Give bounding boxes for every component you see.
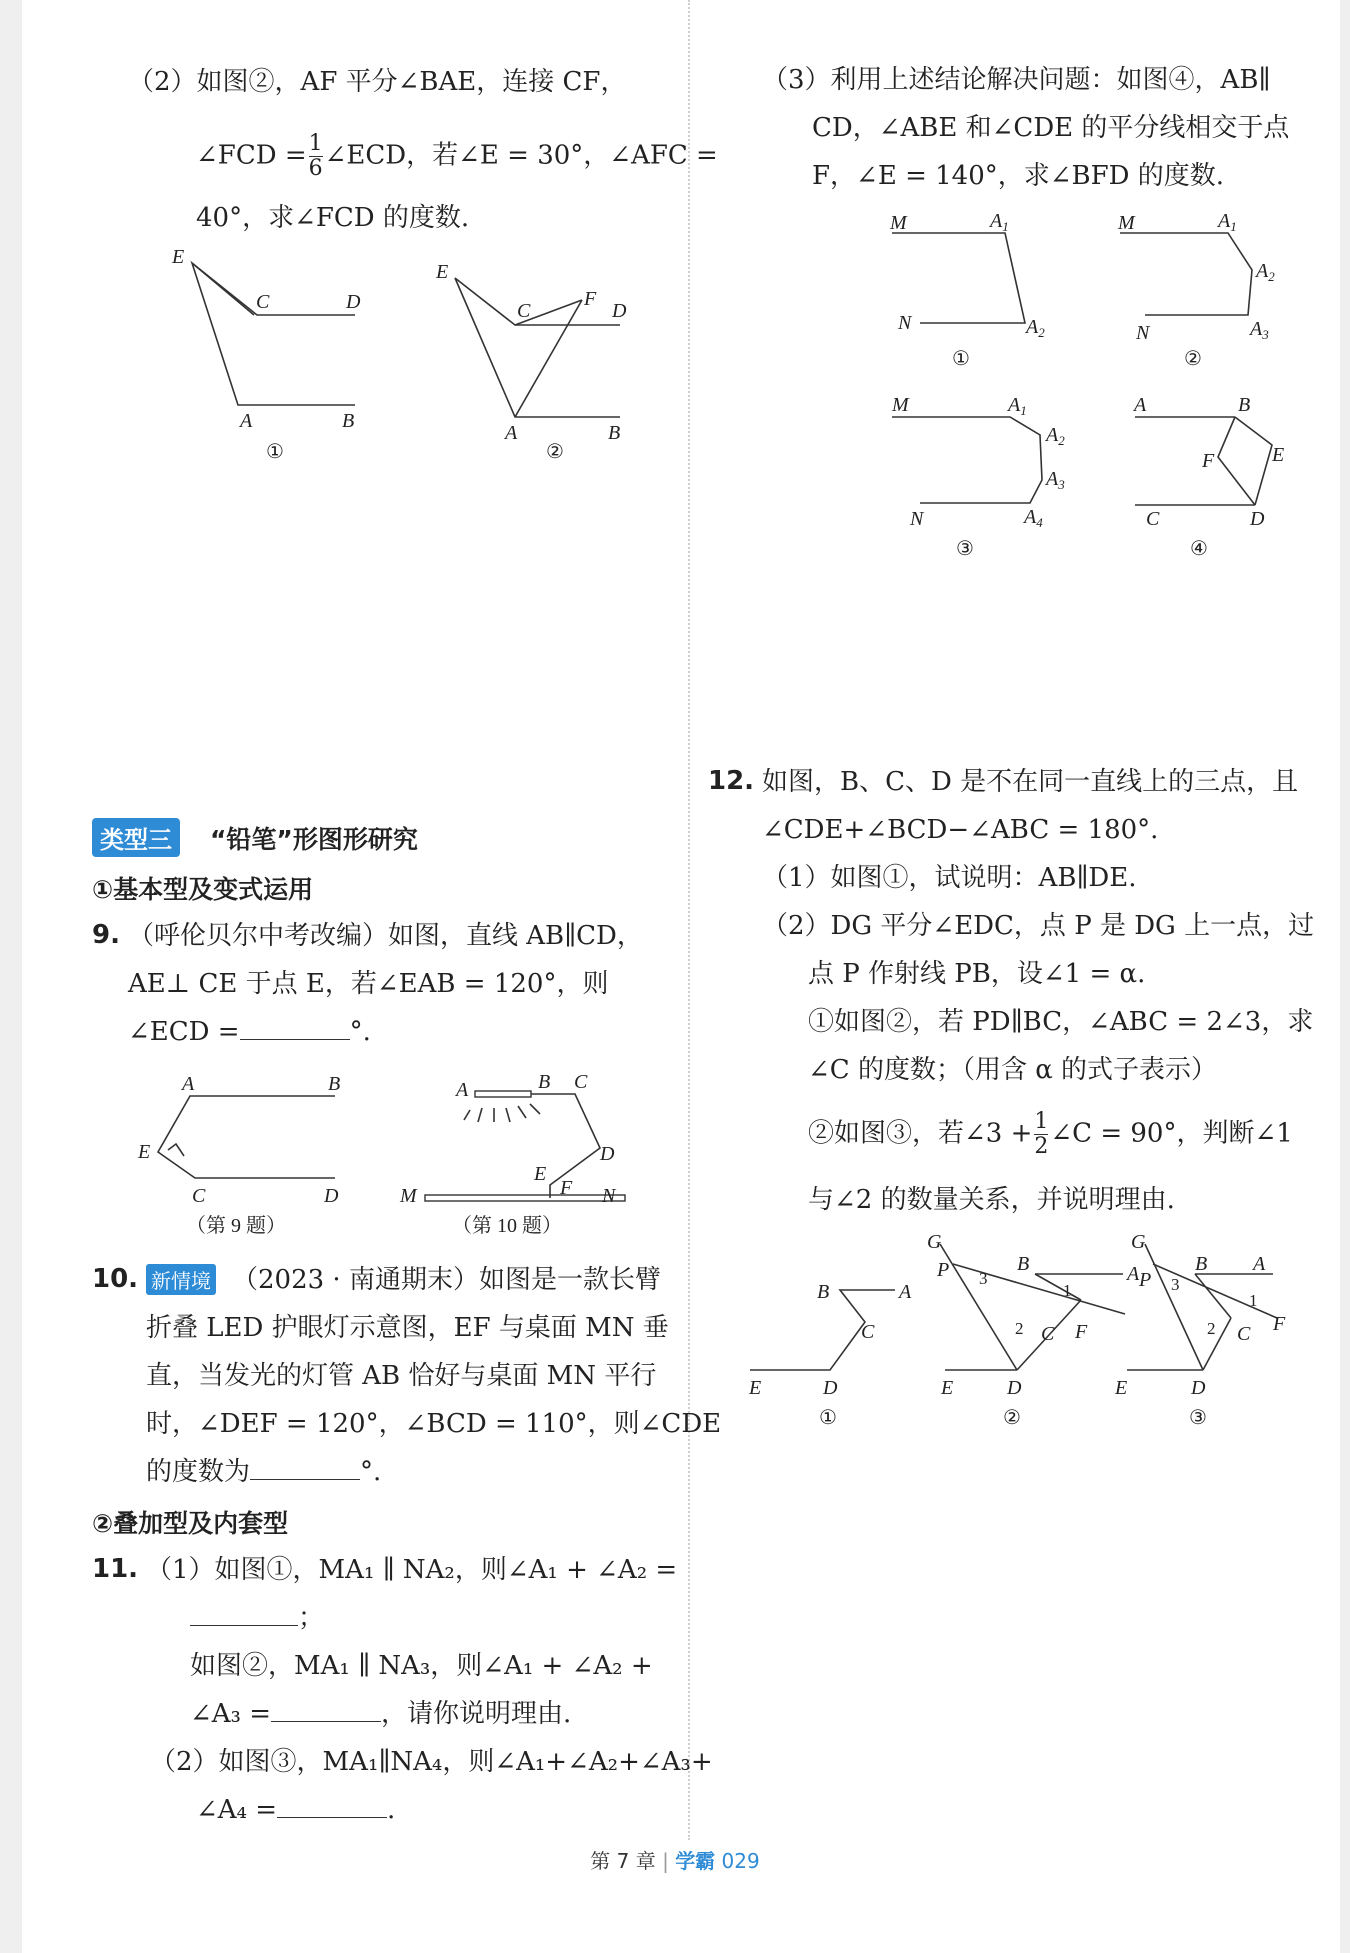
- label-C: C: [1146, 508, 1160, 530]
- q12-line7: ∠C 的度数；（用含 α 的式子表示）: [808, 1055, 1218, 1085]
- label-E: E: [138, 1141, 151, 1163]
- label-D: D: [600, 1143, 615, 1165]
- q12-figures: [745, 1230, 1305, 1430]
- label-M: M: [890, 212, 907, 234]
- fig-number-3: ③: [956, 538, 974, 560]
- q10-line5b: °.: [360, 1457, 382, 1487]
- q11-line6a: ∠A₄ =: [196, 1795, 278, 1825]
- light-ray: [506, 1108, 510, 1122]
- fig3-2-lines: [1120, 233, 1252, 315]
- q9-right-angle: [168, 1144, 184, 1156]
- lamp-tube: [475, 1091, 531, 1097]
- q11-blank-3[interactable]: [277, 1817, 387, 1818]
- fig-number-1: ①: [952, 348, 970, 370]
- label-C: C: [1237, 1323, 1251, 1345]
- fig-number-3: ③: [1189, 1407, 1207, 1429]
- q8-part2-line2: [196, 132, 718, 181]
- label-P: P: [1139, 1269, 1152, 1291]
- label-A: A: [1253, 1253, 1266, 1275]
- label-B: B: [538, 1071, 551, 1093]
- q9-caption: （第 9 题）: [186, 1215, 286, 1237]
- q11-line4a: ∠A₃ =: [190, 1699, 272, 1729]
- label-E2: E: [436, 261, 449, 283]
- label-B: B: [1238, 394, 1251, 416]
- label-N: N: [898, 312, 912, 334]
- fraction-one-sixth: [309, 132, 323, 181]
- label-N: N: [910, 508, 924, 530]
- light-ray: [518, 1106, 526, 1118]
- q9-number: 9.: [92, 920, 120, 950]
- q8-part3-line1: （3）利用上述结论解决问题：如图④，AB∥: [762, 65, 1271, 95]
- label-B: B: [1017, 1253, 1030, 1275]
- label-E: E: [172, 246, 185, 268]
- label-E: E: [1115, 1377, 1128, 1399]
- q8-figures: [160, 245, 640, 470]
- q11-blank-2[interactable]: [271, 1721, 381, 1722]
- q9-line3a: ∠ECD =: [128, 1017, 240, 1047]
- label-A1: $A_1$: [1008, 394, 1027, 418]
- angle-3: 3: [979, 1269, 988, 1288]
- footer-separator: |: [662, 1849, 669, 1873]
- q9-q10-figures: [130, 1060, 650, 1245]
- label-B: B: [817, 1281, 830, 1303]
- q12-line8a: ②如图③，若∠3 +: [808, 1118, 1033, 1149]
- q12-line6: ①如图②，若 PD∥BC，∠ABC = 2∠3，求: [808, 1007, 1314, 1037]
- type3-subheading-2: ②叠加型及内套型: [92, 1509, 289, 1538]
- label-C: C: [574, 1071, 588, 1093]
- fig-number-2: ②: [1184, 348, 1202, 370]
- label-D: D: [346, 291, 361, 313]
- q10-line3: 直，当发光的灯管 AB 恰好与桌面 MN 平行: [146, 1361, 657, 1391]
- label-F: F: [1273, 1313, 1286, 1335]
- q8-part2-line2a: ∠FCD =: [196, 140, 307, 171]
- q10-caption: （第 10 题）: [452, 1215, 562, 1237]
- q12-fig2-gd: [940, 1244, 1017, 1370]
- q8-part3-line3: F，∠E = 140°，求∠BFD 的度数.: [812, 161, 1225, 191]
- fig-number-2: ②: [1003, 1407, 1021, 1429]
- q10-line5a: 的度数为: [146, 1457, 251, 1487]
- q9-line2: AE⊥ CE 于点 E，若∠EAB = 120°，则: [128, 969, 609, 999]
- label-P: P: [937, 1259, 950, 1281]
- label-M: M: [1118, 212, 1135, 234]
- type3-title: “铅笔”形图形研究: [210, 825, 418, 854]
- fig3-3-lines: [892, 417, 1042, 503]
- label-C: C: [192, 1185, 206, 1207]
- label-E: E: [1272, 444, 1285, 466]
- q8-part3-line2: CD，∠ABE 和∠CDE 的平分线相交于点: [812, 113, 1290, 143]
- label-A4: $A_4$: [1024, 506, 1043, 530]
- column-divider: [688, 0, 690, 1840]
- footer-chapter: 第 7 章: [590, 1849, 656, 1873]
- fraction-one-half: [1034, 1110, 1048, 1159]
- q10-number: 10.: [92, 1264, 139, 1294]
- label-D: D: [1250, 508, 1265, 530]
- label-A2: $A_2$: [1026, 316, 1045, 340]
- q10-tag: 新情境: [146, 1264, 216, 1295]
- label-F: F: [560, 1177, 573, 1199]
- footer-brand: 学霸: [675, 1849, 716, 1873]
- q9-line3: [128, 1014, 371, 1050]
- fig-number-1: ①: [819, 1407, 837, 1429]
- label-G: G: [927, 1231, 942, 1253]
- label-D2: D: [612, 300, 627, 322]
- q9-line1: （呼伦贝尔中考改编）如图，直线 AB∥CD，: [128, 921, 643, 951]
- label-B: B: [342, 410, 355, 432]
- q11-blank-1[interactable]: [190, 1625, 298, 1626]
- desk-surface: [425, 1195, 625, 1201]
- label-C2: C: [517, 300, 531, 322]
- label-B: B: [328, 1073, 341, 1095]
- q12-line1: 如图，B、C、D 是不在同一直线上的三点，且: [762, 767, 1299, 797]
- fraction-numerator: 1: [308, 131, 323, 156]
- angle-2: 2: [1207, 1319, 1216, 1338]
- label-A: A: [899, 1281, 912, 1303]
- fig-number-4: ④: [1190, 538, 1208, 560]
- q10-line1: （2023 · 南通期末）如图是一款长臂: [232, 1265, 661, 1295]
- q11-line2b: ；: [298, 1603, 325, 1633]
- label-D: D: [1191, 1377, 1206, 1399]
- fraction-numerator: 1: [1034, 1109, 1049, 1134]
- label-A1: $A_1$: [990, 210, 1009, 234]
- q8-part2-line3: 40°，求∠FCD 的度数.: [196, 203, 470, 233]
- q11-line1: （1）如图①，MA₁ ∥ NA₂，则∠A₁ + ∠A₂ =: [146, 1555, 678, 1585]
- fig1-cd: [192, 263, 355, 315]
- angle-3: 3: [1171, 1275, 1180, 1294]
- label-D: D: [1007, 1377, 1022, 1399]
- label-A2: A: [505, 422, 518, 444]
- q9-figure-lines: [158, 1096, 335, 1178]
- q10-line2: 折叠 LED 护眼灯示意图，EF 与桌面 MN 垂: [146, 1313, 669, 1343]
- label-A: A: [1127, 1263, 1140, 1285]
- light-ray: [530, 1104, 540, 1114]
- label-N: N: [1136, 322, 1150, 344]
- q11-line2: [190, 1600, 324, 1636]
- fig3-4-bed: [1235, 417, 1272, 505]
- label-D: D: [324, 1185, 339, 1207]
- q10-answer-blank[interactable]: [250, 1479, 360, 1480]
- angle-2: 2: [1015, 1319, 1024, 1338]
- q12-line5: 点 P 作射线 PB，设∠1 = α.: [808, 959, 1146, 989]
- q12-line3: （1）如图①，试说明：AB∥DE.: [762, 863, 1137, 893]
- page-footer: [0, 1845, 1350, 1874]
- fig-number-2: ②: [546, 441, 564, 463]
- label-F: F: [1202, 450, 1215, 472]
- fig3-1-lines: [892, 233, 1025, 323]
- label-A: A: [240, 410, 253, 432]
- label-B: B: [1195, 1253, 1208, 1275]
- q11-line3: 如图②，MA₁ ∥ NA₃，则∠A₁ + ∠A₂ +: [190, 1651, 653, 1681]
- label-C: C: [1041, 1323, 1055, 1345]
- q11-line4b: ，请你说明理由.: [381, 1699, 572, 1729]
- label-A3: $A_3$: [1250, 318, 1269, 342]
- label-A3: $A_3$: [1046, 468, 1065, 492]
- type3-subheading-1: ①基本型及变式运用: [92, 875, 314, 904]
- label-C: C: [256, 291, 270, 313]
- q10-line4: 时，∠DEF = 120°，∠BCD = 110°，则∠CDE: [146, 1409, 722, 1439]
- angle-1: 1: [1249, 1291, 1258, 1310]
- label-E: E: [941, 1377, 954, 1399]
- q11-line4: [190, 1696, 571, 1732]
- label-A2: $A_2$: [1256, 260, 1275, 284]
- angle-1: 1: [1063, 1281, 1072, 1300]
- label-G: G: [1131, 1231, 1146, 1253]
- q12-line2: ∠CDE+∠BCD−∠ABC = 180°.: [762, 815, 1159, 845]
- light-ray: [464, 1110, 470, 1120]
- q8-part2-line2b: ∠ECD，若∠E = 30°，∠AFC =: [324, 140, 718, 171]
- q12-line9: 与∠2 的数量关系，并说明理由.: [808, 1185, 1175, 1215]
- q11-line6b: .: [387, 1795, 396, 1825]
- q12-line4: （2）DG 平分∠EDC，点 P 是 DG 上一点，过: [762, 911, 1315, 941]
- label-C: C: [861, 1321, 875, 1343]
- label-F: F: [1075, 1321, 1088, 1343]
- page-edge-right: [1340, 0, 1350, 1953]
- label-A: A: [1134, 394, 1147, 416]
- type3-tag: 类型三: [92, 818, 180, 857]
- q12-number: 12.: [708, 766, 755, 796]
- page-edge-left: [0, 0, 22, 1953]
- label-B2: B: [608, 422, 621, 444]
- q10-line5: [146, 1454, 381, 1490]
- fraction-denominator: 2: [1034, 1134, 1049, 1159]
- q8-part3-figures: [890, 205, 1300, 565]
- label-A: A: [182, 1073, 195, 1095]
- fig1-lines: [192, 263, 355, 405]
- q11-line5: （2）如图③，MA₁∥NA₄，则∠A₁+∠A₂+∠A₃+: [150, 1747, 713, 1777]
- footer-page-number: 029: [721, 1849, 760, 1873]
- label-F2: F: [584, 288, 597, 310]
- q12-line8b: ∠C = 90°，判断∠1: [1050, 1118, 1293, 1149]
- fraction-denominator: 6: [308, 156, 323, 181]
- label-M: M: [892, 394, 909, 416]
- label-A: A: [456, 1079, 469, 1101]
- q9-answer-blank[interactable]: [240, 1039, 350, 1040]
- q11-line6: [196, 1792, 395, 1828]
- label-E: E: [749, 1377, 762, 1399]
- q8-part2-line1: （2）如图②，AF 平分∠BAE，连接 CF，: [128, 67, 627, 97]
- q12-fig2-cb: [1035, 1274, 1081, 1300]
- label-M: M: [400, 1185, 417, 1207]
- label-A1: $A_1$: [1218, 210, 1237, 234]
- label-E: E: [534, 1163, 547, 1185]
- q12-line8: [808, 1110, 1293, 1159]
- fig3-4-bfd: [1218, 417, 1255, 505]
- q11-number: 11.: [92, 1554, 139, 1584]
- label-D: D: [823, 1377, 838, 1399]
- light-ray: [478, 1108, 482, 1122]
- fig-number-1: ①: [266, 441, 284, 463]
- label-A2: $A_2$: [1046, 424, 1065, 448]
- label-N: N: [602, 1185, 616, 1207]
- q9-line3b: °.: [349, 1017, 371, 1047]
